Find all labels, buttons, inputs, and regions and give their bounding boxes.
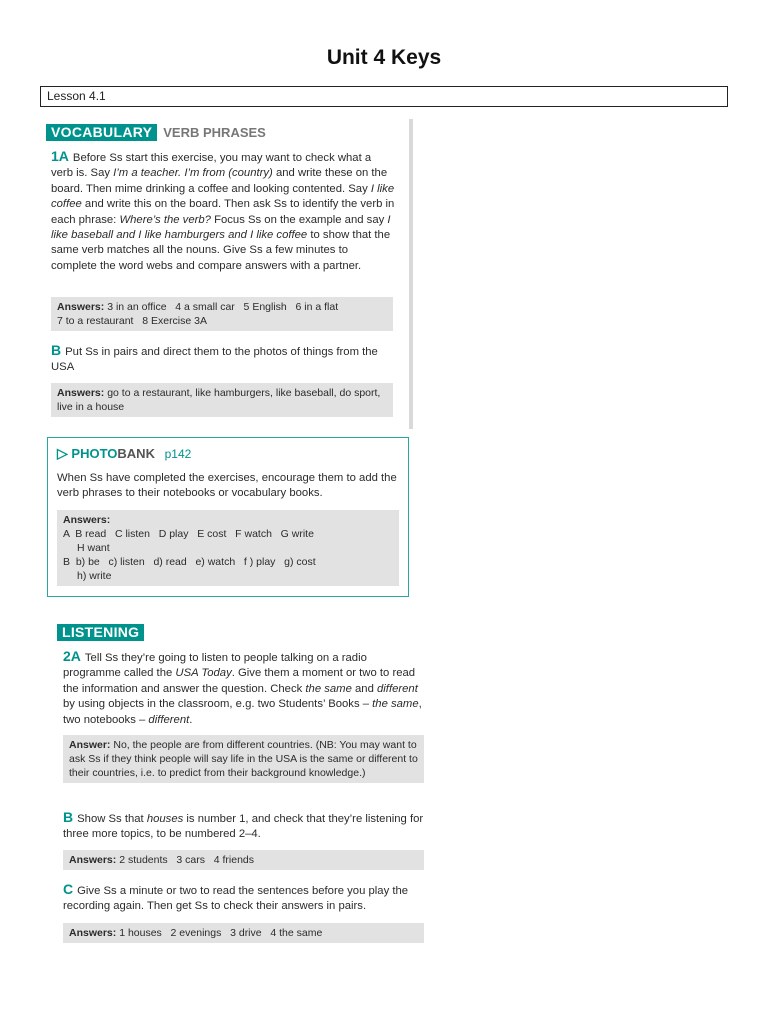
answers-line-a2: H want — [77, 542, 110, 554]
answers-text: No, the people are from different countries. (NB: You may want to ask Ss if they think people will say life in the USA is the same or different to their countries, i.e. to predict from their background knowledge.) — [69, 739, 418, 779]
exercise-2a-answers — [63, 735, 424, 783]
photobank-answers — [57, 510, 399, 586]
answers-line-2: 7 to a restaurant 8 Exercise 3A — [57, 315, 207, 327]
listening-tag: LISTENING — [57, 624, 144, 641]
answers-label: Answers: — [69, 854, 117, 866]
exercise-2c-answers — [63, 923, 424, 943]
vocabulary-heading — [46, 124, 396, 142]
answers-label: Answers: — [69, 927, 117, 939]
answers-line-1: 3 in an office 4 a small car 5 English 6 in a flat — [107, 301, 339, 313]
answers-text: go to a restaurant, like hamburgers, like baseball, do sport, live in a house — [57, 387, 381, 413]
exercise-1a — [51, 149, 396, 274]
photobank-box — [47, 437, 409, 597]
exercise-number: 2A — [63, 648, 81, 664]
photobank-word-2: BANK — [117, 446, 155, 461]
exercise-2c — [63, 882, 425, 915]
exercise-2a-text: Tell Ss they’re going to listen to people talking on a radio programme called the USA Today. Give them a moment or two to read the information and answer the question. Check the same and different by using objects in the classroom, e.g. two Students’ Books – the same, two notebooks – different. — [63, 652, 422, 726]
exercise-number: 1A — [51, 148, 69, 164]
exercise-1a-text: Before Ss start this exercise, you may want to check what a verb is. Say I’m a teacher. I’m from (country) and write these on the board. Then mime drinking a coffee and looking contented. Say I like coffee and write this on the board. Then ask Ss to identify the verb in each phrase: Where’s the verb? Focus Ss on the example and say I like baseball and I like hamburgers and I like coffee to show that the same verb matches all the nouns. Give Ss a few minutes to complete the word webs and compare answers with a partner. — [51, 152, 395, 272]
page-title: Unit 4 Keys — [326, 46, 442, 69]
lesson-label: Lesson 4.1 — [47, 89, 106, 103]
exercise-2b-text: Show Ss that houses is number 1, and check that they’re listening for three more topics, to be numbered 2–4. — [63, 813, 424, 841]
answers-line-b: B b) be c) listen d) read e) watch f ) play g) cost — [63, 556, 316, 568]
listening-heading — [57, 624, 397, 642]
answers-label: Answer: — [69, 739, 111, 751]
exercise-2b-answers — [63, 850, 424, 870]
exercise-1b-text: Put Ss in pairs and direct them to the photos of things from the USA — [51, 346, 378, 374]
answers-text: 1 houses 2 evenings 3 drive 4 the same — [119, 927, 323, 939]
column-divider — [409, 119, 413, 429]
vocabulary-subtitle: VERB PHRASES — [163, 125, 266, 140]
exercise-2a — [63, 649, 425, 728]
exercise-1a-answers — [51, 297, 393, 331]
lesson-label-box — [40, 86, 728, 107]
play-triangle-icon: ▷ — [57, 445, 68, 461]
answers-label: Answers: — [57, 387, 105, 399]
exercise-1b-answers — [51, 383, 393, 417]
vocabulary-tag: VOCABULARY — [46, 124, 157, 141]
photobank-text: When Ss have completed the exercises, encourage them to add the verb phrases to their notebooks or vocabulary books. — [57, 472, 397, 500]
answers-text: 2 students 3 cars 4 friends — [119, 854, 255, 866]
exercise-number: C — [63, 881, 74, 897]
exercise-number: B — [63, 809, 74, 825]
exercise-2c-text: Give Ss a minute or two to read the sentences before you play the recording again. Then get Ss to check their answers in pairs. — [63, 885, 409, 913]
photobank-heading — [57, 446, 397, 463]
answers-line-b2: h) write — [77, 570, 112, 582]
exercise-number: B — [51, 342, 62, 358]
answers-line-a: A B read C listen D play E cost F watch G write — [63, 528, 314, 540]
exercise-2b — [63, 810, 425, 843]
photobank-word-1: PHOTO — [71, 446, 118, 461]
answers-label: Answers: — [63, 514, 111, 526]
photobank-page: p142 — [164, 447, 192, 461]
answers-label: Answers: — [57, 301, 105, 313]
exercise-1b — [51, 343, 396, 376]
